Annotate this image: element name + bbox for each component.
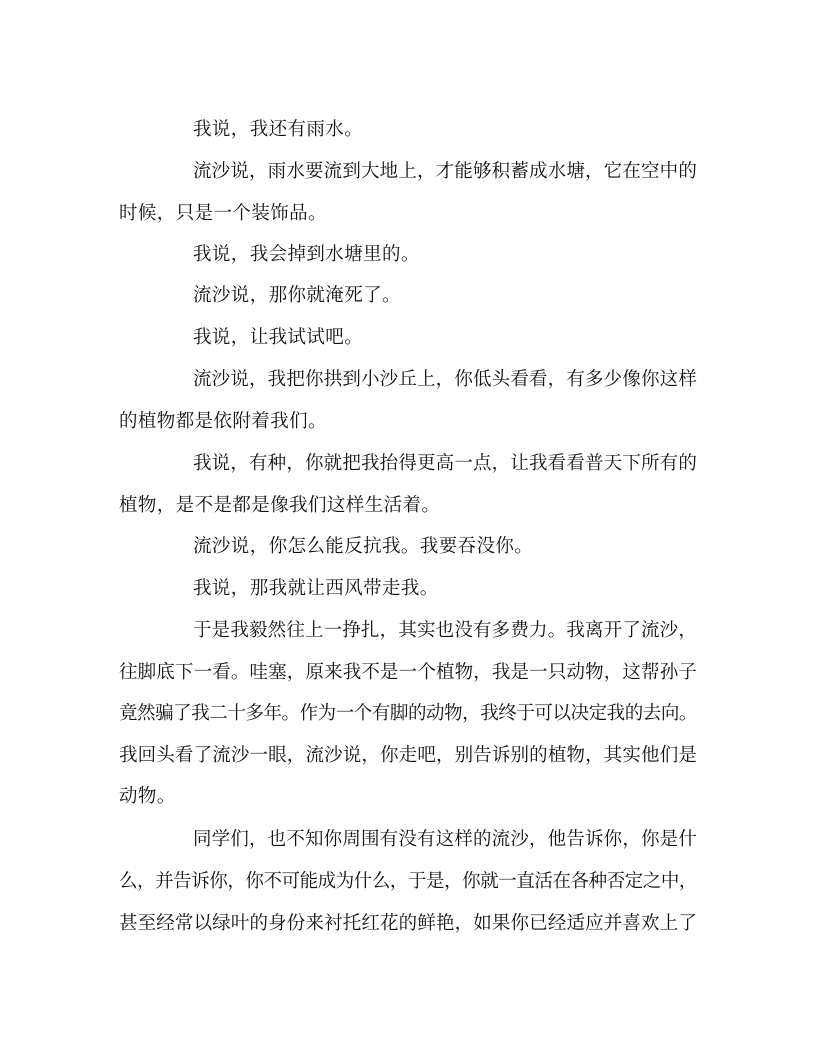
paragraph-line: 我说，有种，你就把我抬得更高一点，让我看看普天下所有的 xyxy=(193,453,697,474)
paragraph-line: 动物。 xyxy=(119,786,176,807)
paragraph-line: 流沙说，我把你拱到小沙丘上，你低头看看，有多少像你这样 xyxy=(193,369,697,390)
paragraph-line: 我说，我会掉到水塘里的。 xyxy=(193,244,420,265)
paragraph-line: 同学们，也不知你周围有没有这样的流沙，他告诉你，你是什 xyxy=(193,829,697,850)
paragraph-line: 我说，那我就让西风带走我。 xyxy=(193,578,439,599)
paragraph-line: 流沙说，雨水要流到大地上，才能够积蓄成水塘，它在空中的 xyxy=(193,161,697,182)
paragraph-line: 时候，只是一个装饰品。 xyxy=(119,203,327,224)
paragraph-line: 于是我毅然往上一挣扎，其实也没有多费力。我离开了流沙， xyxy=(193,620,697,641)
paragraph-line: 往脚底下一看。哇塞，原来我不是一个植物，我是一只动物，这帮孙子 xyxy=(119,662,697,683)
paragraph-line: 竟然骗了我二十多年。作为一个有脚的动物，我终于可以决定我的去向。 xyxy=(119,703,697,724)
paragraph-line: 植物，是不是都是像我们这样生活着。 xyxy=(119,495,441,516)
paragraph-line: 的植物都是依附着我们。 xyxy=(119,411,327,432)
paragraph-line: 我说，让我试试吧。 xyxy=(193,327,364,348)
paragraph-line: 我说，我还有雨水。 xyxy=(193,119,364,140)
paragraph-line: 流沙说，你怎么能反抗我。我要吞没你。 xyxy=(193,536,534,557)
paragraph-line: 我回头看了流沙一眼，流沙说，你走吧，别告诉别的植物，其实他们是 xyxy=(119,745,697,766)
paragraph-line: 么，并告诉你，你不可能成为什么，于是，你就一直活在各种否定之中， xyxy=(119,871,697,892)
paragraph-line: 甚至经常以绿叶的身份来衬托红花的鲜艳，如果你已经适应并喜欢上了 xyxy=(119,913,697,934)
paragraph-line: 流沙说，那你就淹死了。 xyxy=(193,285,401,306)
